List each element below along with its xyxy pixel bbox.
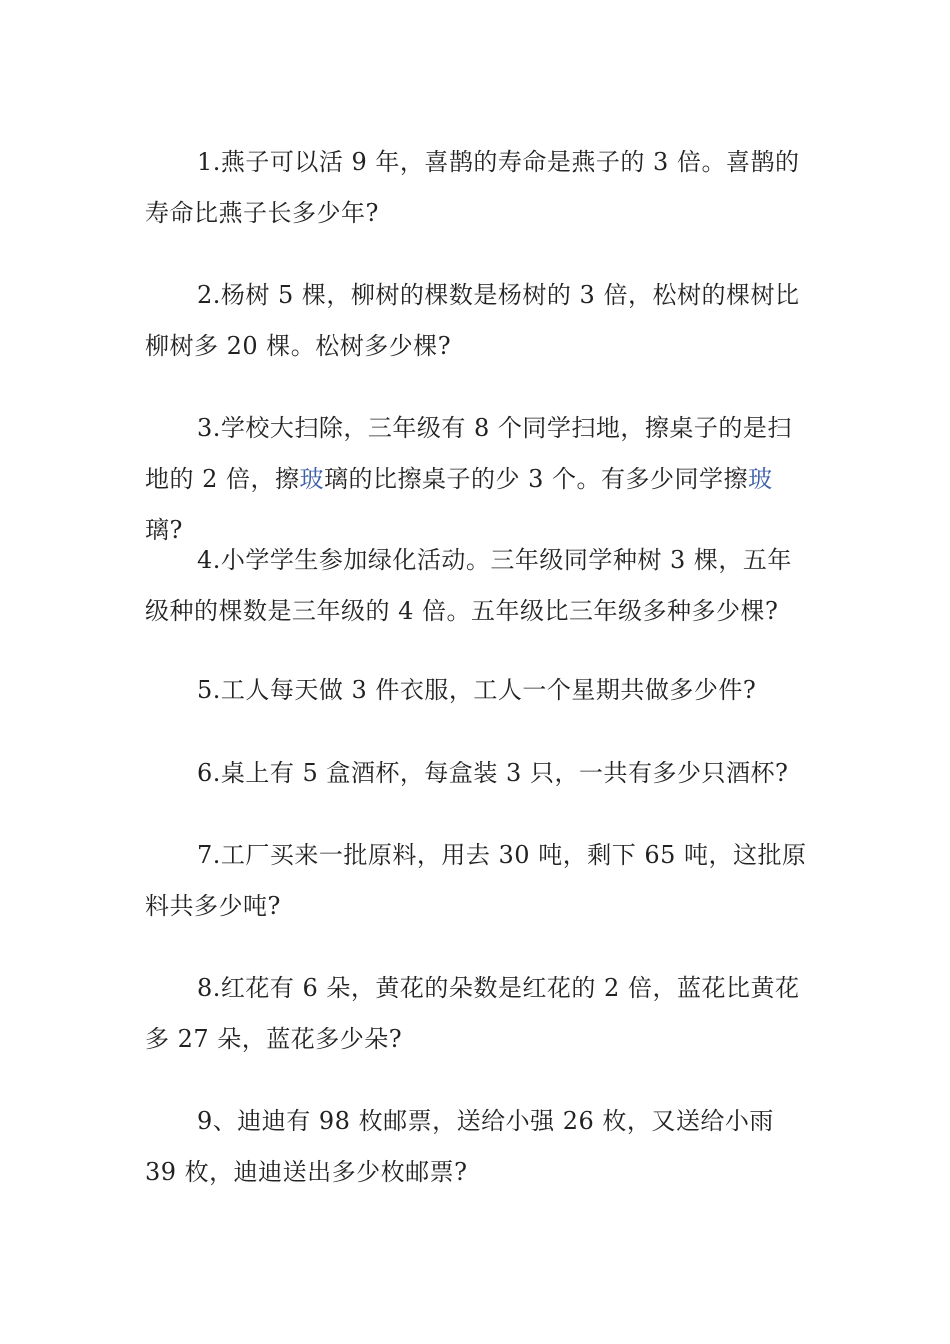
question-9: 9、迪迪有 98 枚邮票，送给小强 26 枚，又送给小雨 39 枚，迪迪送出多少枚邮票? [145,1107,774,1186]
question-3-part-3: 璃? [145,516,183,544]
question-7: 7.工厂买来一批原料，用去 30 吨，剩下 65 吨，这批原料共多少吨? [145,841,807,920]
question-1: 1.燕子可以活 9 年，喜鹊的寿命是燕子的 3 倍。喜鹊的寿命比燕子长多少年? [145,148,800,227]
question-5: 5.工人每天做 3 件衣服，工人一个星期共做多少件? [197,676,757,704]
question-2: 2.杨树 5 棵，柳树的棵数是杨树的 3 倍，松树的棵树比柳树多 20 棵。松树多少棵? [145,281,800,360]
question-3-part-2: 璃的比擦桌子的少 3 个。有多少同学擦 [324,465,749,493]
question-3-part-1: 3.学校大扫除，三年级有 8 个同学扫地，擦桌子的是扫地的 2 倍，擦 [145,414,792,493]
glass-link-2[interactable]: 玻 [748,465,773,493]
question-8: 8.红花有 6 朵，黄花的朵数是红花的 2 倍，蓝花比黄花多 27 朵，蓝花多少朵? [145,974,800,1053]
glass-link-1[interactable]: 玻 [299,465,325,493]
question-6: 6.桌上有 5 盒酒杯，每盒装 3 只，一共有多少只酒杯? [197,759,789,787]
question-3 [145,403,810,556]
question-4: 4.小学学生参加绿化活动。三年级同学种树 3 棵，五年级种的棵数是三年级的 4 倍。五年级比三年级多种多少棵? [145,546,792,625]
